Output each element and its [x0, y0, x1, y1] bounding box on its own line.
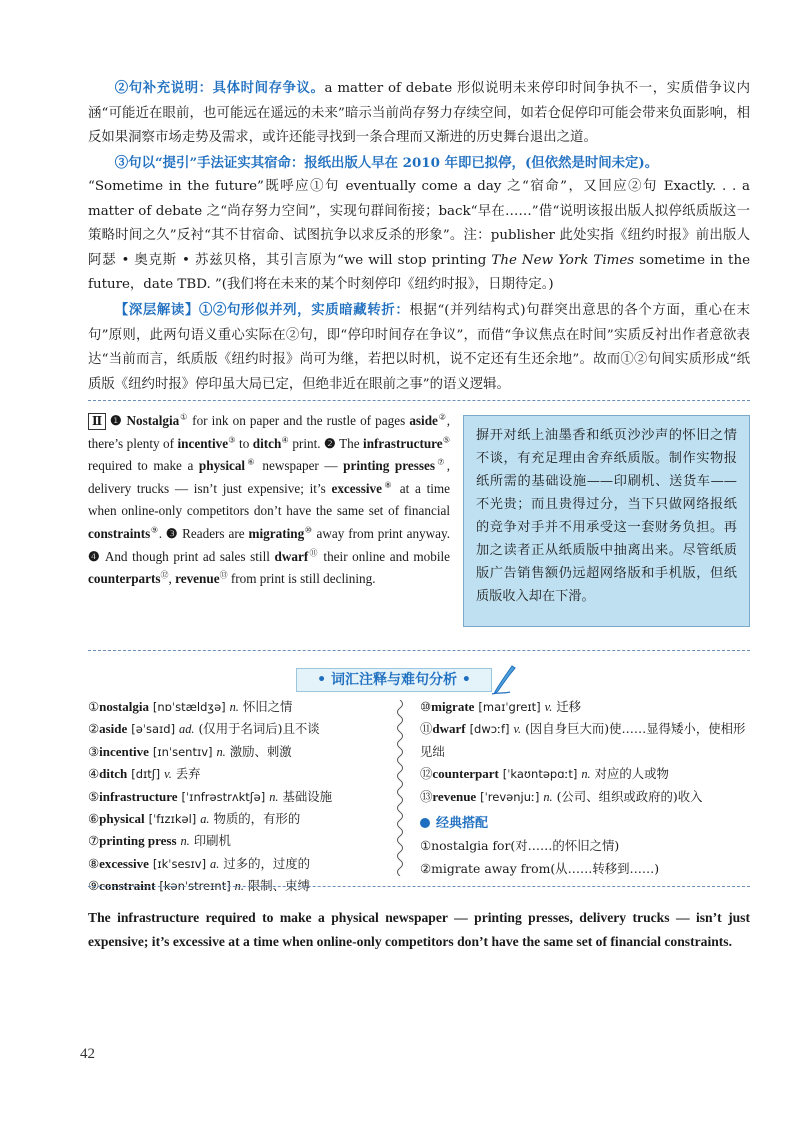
passage-text: .: [158, 525, 166, 541]
vocab-marker: ⑪: [308, 548, 319, 558]
page-number: 42: [80, 1046, 95, 1062]
vocab-word: Nostalgia: [126, 413, 180, 428]
sentence-number-1: ❶: [109, 413, 123, 428]
vocab-word: incentive: [177, 435, 229, 451]
passage-text: print.: [288, 435, 325, 451]
vocab-entry: ⑩migrate [maɪˈgreɪt] v. 迁移: [420, 699, 582, 714]
analysis-text-2a: “Sometime in the future”既呼应①句 eventually come a day 之“宿命”，又回应②句 Exactly. . . a matter of debate 之“尚存努力空间”，实现句群间衔接；back“早在……”借“说明该报出版人拟停纸质版这一策略时间之久”反衬“其不甘宿命、试图抗争以求反杀的形象”。注：publisher 此处实指《纽约时报》前出版人阿瑟 • 奥克斯 • 苏兹贝格，其引言原为“we will stop printing: [88, 179, 750, 268]
passage-text: from print is still declining.: [227, 571, 376, 587]
vocab-list-left: [88, 696, 388, 898]
column-separator: [393, 700, 407, 876]
section-number: Ⅱ: [88, 413, 106, 430]
vocab-marker: ⑧: [382, 480, 395, 490]
translation-text: 摒开对纸上油墨香和纸页沙沙声的怀旧之情不谈，有充足理由舍弃纸质版。制作实物报纸所需的基础设施——印刷机、送货车——不光贵；而且贵得过分，当下只做网络报纸的竞争对手并不用承受这一套财务负担。再加之读者正从纸质版中抽离出来。尽管纸质版广告销售额仍远超网络版和手机版，但纸质版收入却在下滑。: [476, 428, 737, 604]
vocab-banner-title: • 词汇注释与难句分析 •: [296, 668, 492, 692]
sentence-number-2: ❷: [324, 435, 336, 451]
vocab-word: physical: [198, 458, 246, 474]
vocab-word: excessive: [331, 480, 382, 496]
passage-text: Readers are: [178, 525, 249, 541]
vocab-marker: ⑦: [434, 457, 447, 467]
passage-text: at a time when online-only competitors don’t have the same set of financial: [88, 480, 451, 519]
passage-text: for ink on paper and the rustle of pages: [188, 413, 410, 428]
vocab-marker: ⑥: [245, 457, 257, 467]
passage-text: to: [235, 435, 253, 451]
pen-icon: [490, 664, 518, 696]
vocab-entry: ②aside [əˈsaɪd] ad. (仅用于名词后)且不谈: [88, 721, 320, 737]
vocab-entry: ⑦printing press n. 印刷机: [88, 833, 231, 849]
vocab-entry: ④ditch [dɪtʃ] v. 丢弃: [88, 766, 201, 782]
section-divider-top: [88, 400, 750, 401]
section-divider-middle: [88, 650, 750, 651]
passage-text: , delivery trucks — isn’t just expensive; it’s: [88, 458, 451, 496]
vocab-marker: ⑨: [150, 525, 159, 535]
vocab-marker: ④: [281, 435, 289, 445]
english-passage: [88, 410, 450, 591]
passage-text: required to make a: [88, 458, 199, 474]
passage-text: And though print ad sales still: [100, 548, 275, 564]
analysis-text-2b: sometime in the future，date TBD. ”(我们将在未来的某个时刻停印《纽约时报》，日期待定。): [88, 252, 750, 293]
vocab-entry: ⑨constraint [kənˈstreɪnt] n. 限制、束缚: [88, 878, 310, 894]
difficult-sentence: The infrastructure required to make a physical newspaper — printing presses, delivery trucks — isn’t just expensive; it’s excessive at a time when online-only competitors don’t have the same set of financial constraints.: [88, 910, 750, 950]
vocab-marker: ⑫: [160, 570, 169, 580]
vocab-word: dwarf: [274, 548, 309, 564]
sentence-number-4: ❹: [88, 548, 101, 564]
vocab-list-right: [420, 696, 750, 880]
vocab-marker: ⑤: [442, 435, 450, 445]
analysis-text-2-italic: The New York Times: [491, 252, 635, 268]
translation-box: [463, 415, 750, 627]
section-divider-bottom: [88, 886, 750, 887]
vocab-word: counterparts: [88, 571, 161, 587]
analysis-heading-1: ②句补充说明：具体时间存争议。: [114, 80, 325, 96]
passage-text: The: [335, 435, 364, 451]
vocab-banner: [296, 668, 516, 694]
vocab-entry: ⑧excessive [ɪkˈsesɪv] a. 过多的，过度的: [88, 855, 311, 871]
vocab-entry: ⑫counterpart [ˈkaʊntəpɑːt] n. 对应的人或物: [420, 766, 669, 782]
vocab-entry: ⑥physical [ˈfɪzɪkəl] a. 物质的，有形的: [88, 811, 301, 827]
sentence-number-3: ❸: [165, 525, 179, 541]
vocab-marker: ⑩: [304, 525, 313, 535]
vocab-word: aside: [409, 413, 438, 428]
analysis-paragraph-2-body: [88, 175, 750, 298]
analysis-paragraph-2: [88, 151, 750, 177]
collocation-item: ①nostalgia for(对……的怀旧之情): [420, 838, 620, 854]
analysis-paragraph-1: [88, 76, 750, 151]
vocab-entry: ⑬revenue [ˈrevənjuː] n. (公司、组织或政府的)收入: [420, 788, 703, 804]
vocab-word: printing presses: [343, 458, 435, 474]
vocab-entry: ⑤infrastructure [ˈɪnfrəstrʌktʃə] n. 基础设施: [88, 788, 332, 804]
passage-text: newspaper —: [256, 458, 344, 474]
collocations-heading: 经典搭配: [420, 812, 750, 835]
vocab-word: revenue: [175, 571, 220, 587]
vocab-word: ditch: [252, 435, 282, 451]
analysis-heading-2: ③句以“提引”手法证实其宿命：报纸出版人早在 2010 年即已拟停，(但依然是时间未定)。: [114, 155, 659, 171]
vocab-word: infrastructure: [363, 435, 443, 451]
vocab-word: constraints: [88, 525, 151, 541]
passage-text: their online and mobile: [318, 548, 451, 564]
analysis-text-3: 根据“(并列结构式)句群突出意思的各个方面，重心在末句”原则，此两句语义重心实际在②句，即“停印时间存在争议”，而借“争议焦点在时间”实质反衬出作者意欲表达“当前而言，纸质版《纽约时报》尚可为继，若把以时机，说不定还有生还余地”。故而①②句间实质形成“纸质版《纽约时报》停印虽大局已定，但绝非近在眼前之事”的语义逻辑。: [88, 303, 750, 392]
vocab-marker: ⑬: [219, 570, 228, 580]
vocab-entry: ⑪dwarf [dwɔːf] v. (因自身巨大而)使……显得矮小，使相形见绌: [420, 721, 746, 759]
analysis-text-1: a matter of debate 形似说明未来停印时间争执不一，实质借争议内涵“可能近在眼前，也可能远在遥远的未来”暗示当前尚存努力存续空间，如若仓促停印可能会带来负面影响，相反如果洞察市场走势及需求，或许还能寻找到一条合理而又渐进的历史舞台退出之道。: [88, 81, 750, 146]
vocab-word: migrating: [248, 525, 305, 541]
collocation-item: ②migrate away from(从……转移到……): [420, 860, 660, 876]
vocab-entry: ①nostalgia [nɒˈstældʒə] n. 怀旧之情: [88, 699, 293, 714]
bullet-icon: [420, 818, 430, 828]
passage-text: ,: [168, 571, 176, 587]
vocab-marker: ③: [228, 435, 236, 445]
passage-text: away from print anyway.: [312, 525, 451, 541]
vocab-marker: ②: [437, 412, 447, 422]
analysis-paragraph-3: [88, 298, 750, 397]
analysis-heading-3: 【深层解读】①②句形似并列，实质暗藏转折：: [114, 302, 410, 318]
vocab-entry: ③incentive [ɪnˈsentɪv] n. 激励、刺激: [88, 743, 292, 759]
passage-text: , there’s plenty of: [88, 413, 450, 451]
vocab-marker: ①: [179, 412, 189, 422]
